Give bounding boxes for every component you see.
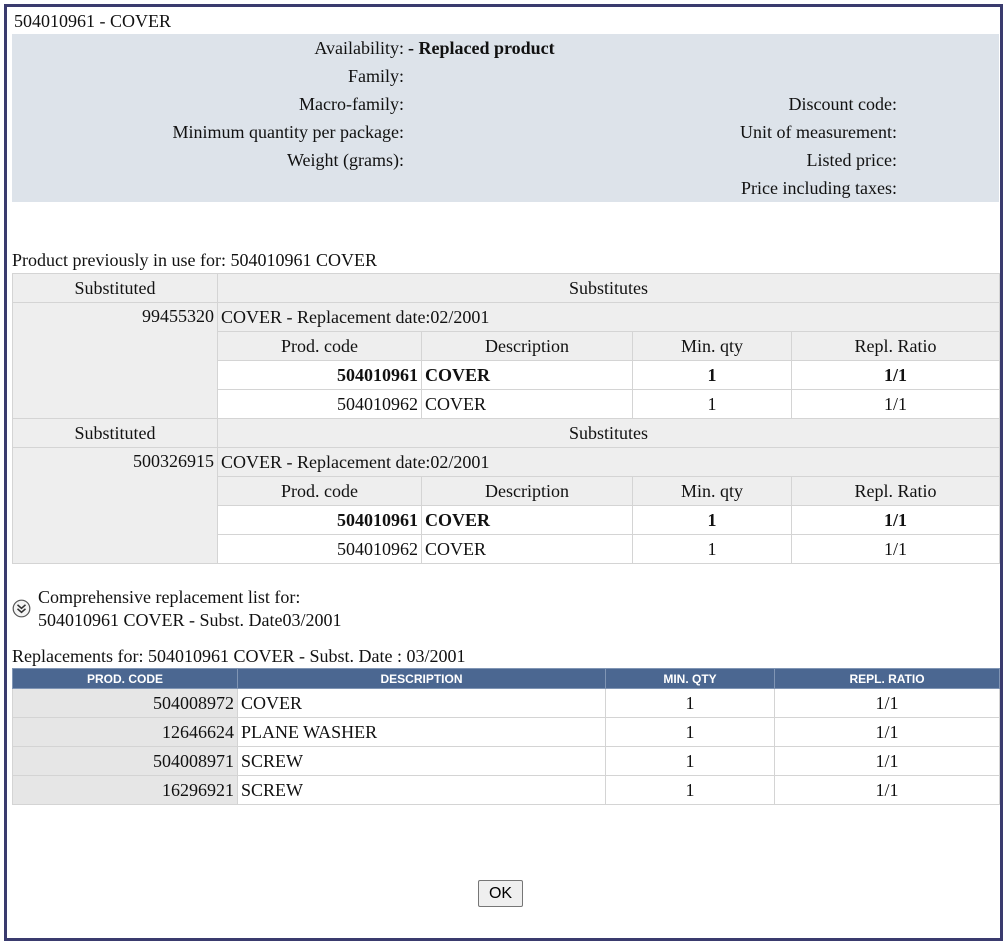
repl-ratio-cell: 1/1 (792, 535, 1000, 564)
substitution-table (12, 273, 1000, 564)
min-qty-cell: 1 (633, 506, 792, 535)
min-qty-cell: 1 (606, 776, 775, 805)
repl-ratio-cell: 1/1 (775, 718, 1000, 747)
description-cell: COVER (422, 390, 633, 419)
repl-ratio-cell: 1/1 (775, 689, 1000, 718)
prod-code-cell: 504008971 (13, 747, 238, 776)
comprehensive-list-line2: 504010961 COVER - Subst. Date03/2001 (38, 610, 342, 630)
substitutes-header: Substitutes (218, 419, 1000, 448)
expand-chevron-icon[interactable] (12, 599, 31, 618)
min-qty-cell: 1 (606, 747, 775, 776)
prod-code-cell: 504010962 (218, 390, 422, 419)
comprehensive-list-text[interactable] (38, 586, 342, 632)
substituted-description: COVER - Replacement date:02/2001 (218, 303, 1000, 332)
description-cell: COVER (238, 689, 606, 718)
description-cell: COVER (422, 361, 633, 390)
description-cell: PLANE WASHER (238, 718, 606, 747)
comprehensive-list-line1: Comprehensive replacement list for: (38, 587, 301, 607)
weight-label: Weight (grams): (286, 150, 404, 170)
col-description: Description (422, 477, 633, 506)
min-qty-label: Minimum quantity per package: (172, 122, 404, 142)
substitutes-header: Substitutes (218, 274, 1000, 303)
availability-label: Availability: (314, 38, 404, 58)
price-including-taxes-label: Price including taxes: (741, 178, 897, 198)
min-qty-cell: 1 (633, 361, 792, 390)
header-description: DESCRIPTION (238, 669, 606, 689)
product-info-panel (12, 34, 999, 202)
prod-code-cell: 504010962 (218, 535, 422, 564)
window-title: 504010961 - COVER (14, 11, 171, 31)
repl-ratio-cell: 1/1 (792, 506, 1000, 535)
col-description: Description (422, 332, 633, 361)
table-row (13, 689, 1000, 718)
table-row (13, 776, 1000, 805)
substituted-row (13, 303, 1000, 332)
description-cell: COVER (422, 506, 633, 535)
col-prod-code: Prod. code (218, 332, 422, 361)
dialog-content (12, 7, 999, 805)
table-row (13, 718, 1000, 747)
macro-family-label: Macro-family: (299, 94, 404, 114)
family-label: Family: (347, 66, 404, 86)
substitution-header-row (13, 419, 1000, 448)
table-row (13, 747, 1000, 776)
replacements-label: Replacements for: 504010961 COVER - Subst. Date : 03/2001 (12, 646, 466, 666)
repl-ratio-cell: 1/1 (775, 747, 1000, 776)
header-prod-code: PROD. CODE (13, 669, 238, 689)
prod-code-cell: 12646624 (13, 718, 238, 747)
substitution-header-row (13, 274, 1000, 303)
comprehensive-list-toggle[interactable] (12, 586, 999, 636)
prod-code-cell: 16296921 (13, 776, 238, 805)
substituted-row (13, 448, 1000, 477)
min-qty-cell: 1 (633, 390, 792, 419)
col-min-qty: Min. qty (633, 332, 792, 361)
col-prod-code: Prod. code (218, 477, 422, 506)
description-cell: COVER (422, 535, 633, 564)
unit-of-measurement-label: Unit of measurement: (740, 122, 897, 142)
min-qty-cell: 1 (606, 718, 775, 747)
substituted-header: Substituted (13, 419, 218, 448)
discount-code-label: Discount code: (788, 94, 897, 114)
replacements-table (12, 668, 1000, 805)
header-repl-ratio: REPL. RATIO (775, 669, 1000, 689)
repl-ratio-cell: 1/1 (775, 776, 1000, 805)
ok-button[interactable]: OK (478, 880, 523, 907)
substituted-description: COVER - Replacement date:02/2001 (218, 448, 1000, 477)
previously-in-use-label: Product previously in use for: 504010961 COVER (12, 250, 377, 270)
header-min-qty: MIN. QTY (606, 669, 775, 689)
repl-ratio-cell: 1/1 (792, 361, 1000, 390)
min-qty-cell: 1 (606, 689, 775, 718)
description-cell: SCREW (238, 776, 606, 805)
substituted-code: 99455320 (13, 303, 218, 419)
dialog-window (4, 4, 1003, 941)
min-qty-cell: 1 (633, 535, 792, 564)
col-repl-ratio: Repl. Ratio (792, 332, 1000, 361)
availability-value: - Replaced product (408, 38, 555, 58)
listed-price-label: Listed price: (806, 150, 897, 170)
prod-code-cell: 504010961 (218, 361, 422, 390)
col-repl-ratio: Repl. Ratio (792, 477, 1000, 506)
repl-ratio-cell: 1/1 (792, 390, 1000, 419)
col-min-qty: Min. qty (633, 477, 792, 506)
description-cell: SCREW (238, 747, 606, 776)
prod-code-cell: 504010961 (218, 506, 422, 535)
substituted-code: 500326915 (13, 448, 218, 564)
replacements-header-row (13, 669, 1000, 689)
prod-code-cell: 504008972 (13, 689, 238, 718)
substituted-header: Substituted (13, 274, 218, 303)
